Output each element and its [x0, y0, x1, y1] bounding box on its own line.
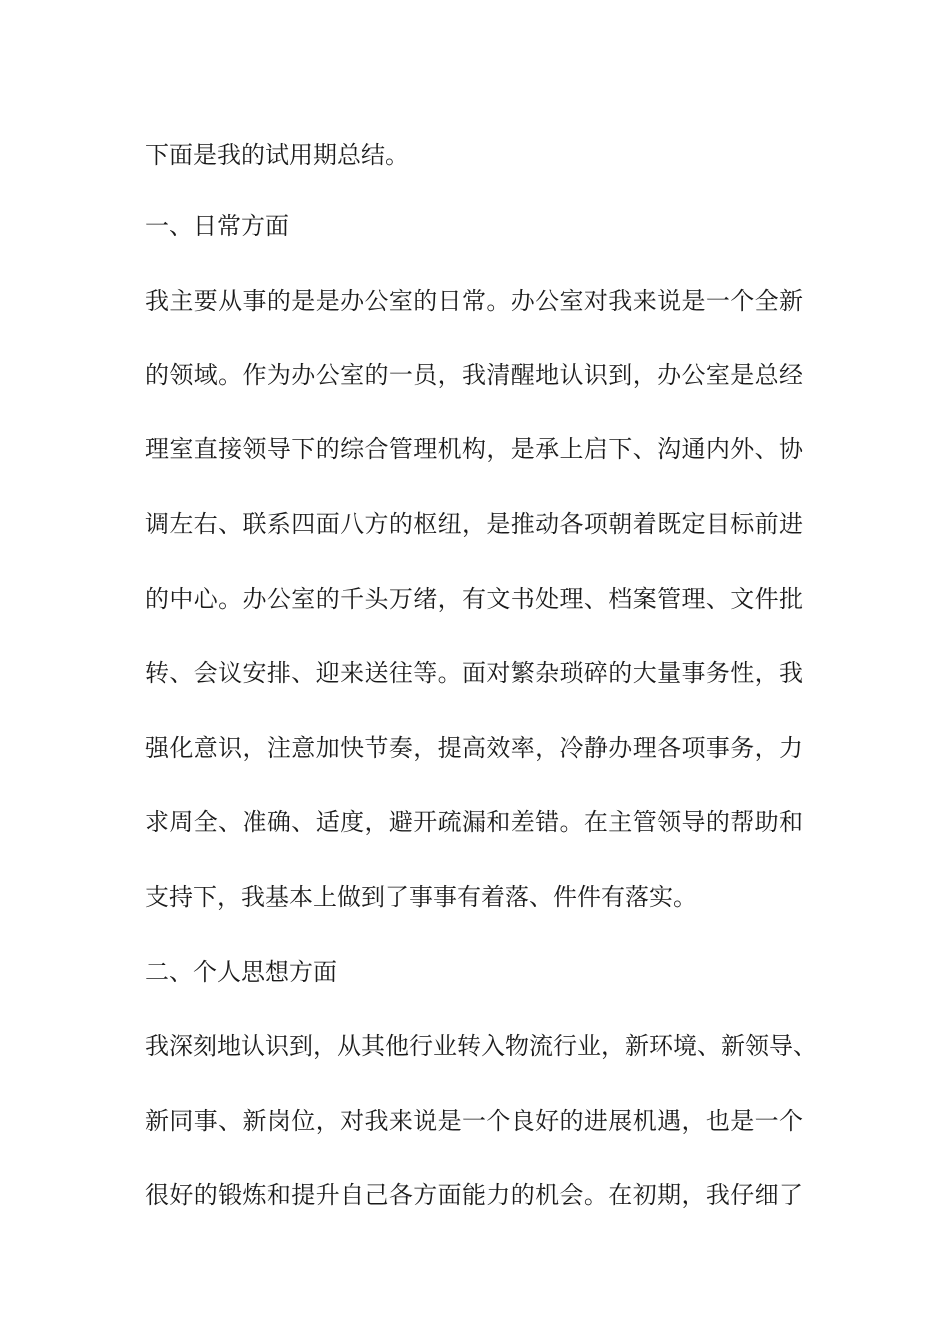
- intro-line: 下面是我的试用期总结。: [145, 141, 409, 169]
- paragraph-line: 我主要从事的是是办公室的日常。办公室对我来说是一个全新: [145, 287, 803, 315]
- paragraph-line: 新同事、新岗位，对我来说是一个良好的进展机遇，也是一个: [145, 1107, 803, 1135]
- paragraph-line: 转、会议安排、迎来送往等。面对繁杂琐碎的大量事务性，我: [145, 659, 803, 687]
- paragraph-line: 我深刻地认识到，从其他行业转入物流行业，新环境、新领导、: [145, 1032, 817, 1060]
- paragraph-line: 理室直接领导下的综合管理机构，是承上启下、沟通内外、协: [145, 435, 803, 463]
- paragraph-line: 调左右、联系四面八方的枢纽，是推动各项朝着既定目标前进: [145, 510, 803, 538]
- paragraph-line: 求周全、准确、适度，避开疏漏和差错。在主管领导的帮助和: [145, 808, 803, 836]
- paragraph-line: 强化意识，注意加快节奏，提高效率，冷静办理各项事务，力: [145, 734, 803, 762]
- paragraph-line: 支持下，我基本上做到了事事有着落、件件有落实。: [145, 883, 697, 911]
- paragraph-line: 的中心。办公室的千头万绪，有文书处理、档案管理、文件批: [145, 585, 803, 613]
- paragraph-line: 很好的锻炼和提升自己各方面能力的机会。在初期，我仔细了: [145, 1181, 803, 1209]
- section-heading-thoughts: 二、个人思想方面: [145, 958, 337, 986]
- paragraph-line: 的领域。作为办公室的一员，我清醒地认识到，办公室是总经: [145, 361, 803, 389]
- section-heading-daily: 一、日常方面: [145, 212, 289, 240]
